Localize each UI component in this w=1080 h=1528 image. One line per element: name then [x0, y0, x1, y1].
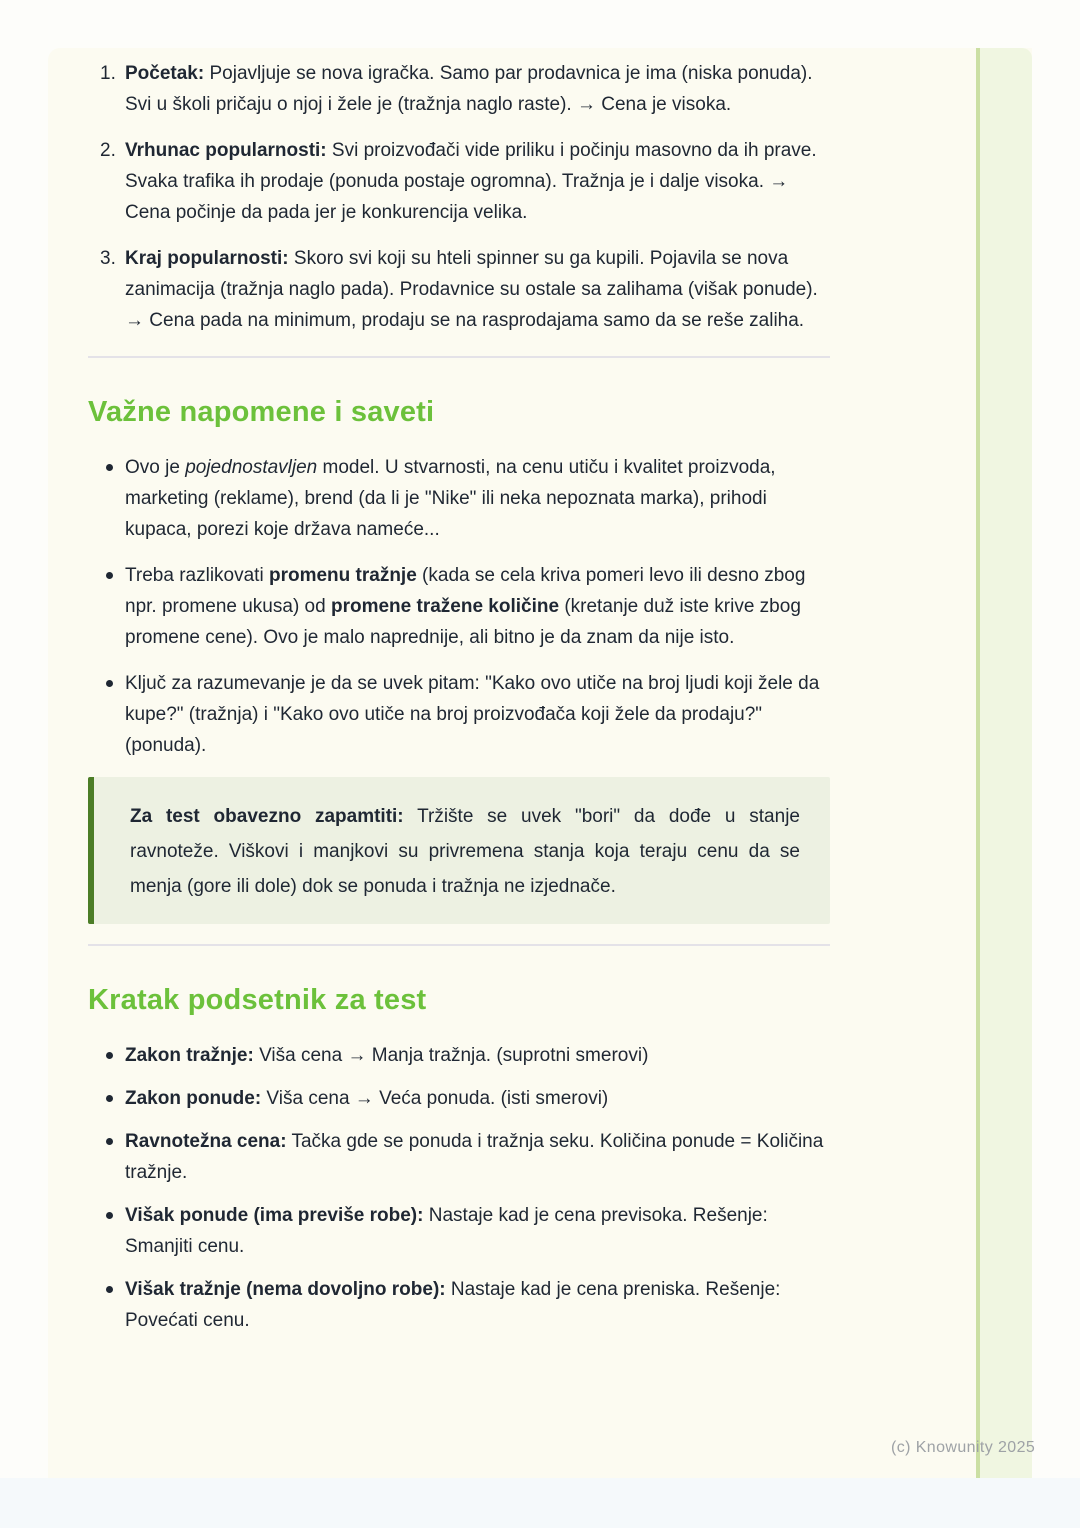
callout-text: Za test obavezno zapamtiti: Tržište se uvek "bori" da dođe u stanje ravnoteže. Viškovi i manjkovi su privremena stanja koja teraju cenu da se menja (gore ili dole) dok se ponuda i tražnja ne izjednače.: [130, 806, 800, 897]
lifecycle-item-2: [88, 135, 830, 228]
summary-list: [88, 1040, 830, 1336]
summary-bullet-5-text: Višak tražnje (nema dovoljno robe): Nastaje kad je cena preniska. Rešenje: Povećati cenu.: [125, 1279, 781, 1331]
bullet-marker: [106, 1138, 113, 1145]
lifecycle-item-1: [88, 58, 830, 120]
bullet-marker: [106, 464, 113, 471]
summary-section-heading: Kratak podsetnik za test: [88, 984, 427, 1016]
notes-section-heading: Važne napomene i saveti: [88, 396, 435, 428]
bullet-marker: [106, 572, 113, 579]
summary-bullet-4-text: Višak ponude (ima previše robe): Nastaje kad je cena previsoka. Rešenje: Smanjiti cenu.: [125, 1205, 768, 1257]
bottom-band: [0, 1478, 1080, 1528]
section-divider: [88, 356, 830, 358]
bullet-marker: [106, 1052, 113, 1059]
summary-bullet-2: [88, 1083, 830, 1114]
section-divider: [88, 944, 830, 946]
bullet-marker: [106, 680, 113, 687]
list-number: 1.: [100, 63, 116, 84]
lifecycle-item-2-text: Vrhunac popularnosti: Svi proizvođači vide priliku i počinju masovno da ih prave. Svaka trafika ih prodaje (ponuda postaje ogromna). Tražnja je i dalje visoka. → Cena počinje da pada jer je konkurencija velika.: [125, 140, 817, 223]
notes-bullet-3-text: Ključ za razumevanje je da se uvek pitam: "Kako ovo utiče na broj ljudi koji žele da kupe?" (tražnja) i "Kako ovo utiče na broj proizvođača koji žele da prodaju?" (ponuda).: [125, 673, 820, 756]
summary-bullet-1-text: Zakon tražnje: Viša cena → Manja tražnja. (suprotni smerovi): [125, 1045, 649, 1066]
list-number: 2.: [100, 140, 116, 161]
notes-bullet-2: [88, 560, 830, 653]
summary-bullet-3-text: Ravnotežna cena: Tačka gde se ponuda i tražnja seku. Količina ponude = Količina tražnje.: [125, 1131, 824, 1183]
test-reminder-callout: [88, 777, 830, 924]
summary-bullet-2-text: Zakon ponude: Viša cena → Veća ponuda. (isti smerovi): [125, 1088, 609, 1109]
page-content: [88, 58, 830, 1348]
watermark: (c) Knowunity 2025: [891, 1439, 1036, 1456]
lifecycle-item-1-text: Početak: Pojavljuje se nova igračka. Samo par prodavnica je ima (niska ponuda). Svi u školi pričaju o njoj i žele je (tražnja naglo raste). → Cena je visoka.: [125, 63, 813, 115]
summary-bullet-3: [88, 1126, 830, 1188]
notes-bullet-1-text: Ovo je pojednostavljen model. U stvarnosti, na cenu utiču i kvalitet proizvoda, marketing (reklame), brend (da li je "Nike" ili neka nepoznata marka), prihodi kupaca, porezi koje država nameće...: [125, 457, 776, 540]
notes-bullet-2-text: Treba razlikovati promenu tražnje (kada se cela kriva pomeri levo ili desno zbog npr. promene ukusa) od promene tražene količine (kretanje duž iste krive zbog promene cene). Ovo je malo naprednije, ali bitno je da znam da nije isto.: [125, 565, 806, 648]
summary-bullet-1: [88, 1040, 830, 1071]
notes-bullet-1: [88, 452, 830, 545]
summary-bullet-4: [88, 1200, 830, 1262]
product-lifecycle-list: [88, 58, 830, 336]
list-number: 3.: [100, 248, 116, 269]
bullet-marker: [106, 1286, 113, 1293]
lifecycle-item-3: [88, 243, 830, 336]
document-page: [48, 48, 1032, 1478]
lifecycle-item-3-text: Kraj popularnosti: Skoro svi koji su hteli spinner su ga kupili. Pojavila se nova zanimacija (tražnja naglo pada). Prodavnice su ostale sa zalihama (višak ponude). → Cena pada na minimum, prodaju se na rasprodajama samo da se reše zaliha.: [125, 248, 818, 331]
notes-list: [88, 452, 830, 761]
bullet-marker: [106, 1095, 113, 1102]
summary-bullet-5: [88, 1274, 830, 1336]
notes-bullet-3: [88, 668, 830, 761]
bullet-marker: [106, 1212, 113, 1219]
next-page-edge: [976, 48, 1032, 1478]
